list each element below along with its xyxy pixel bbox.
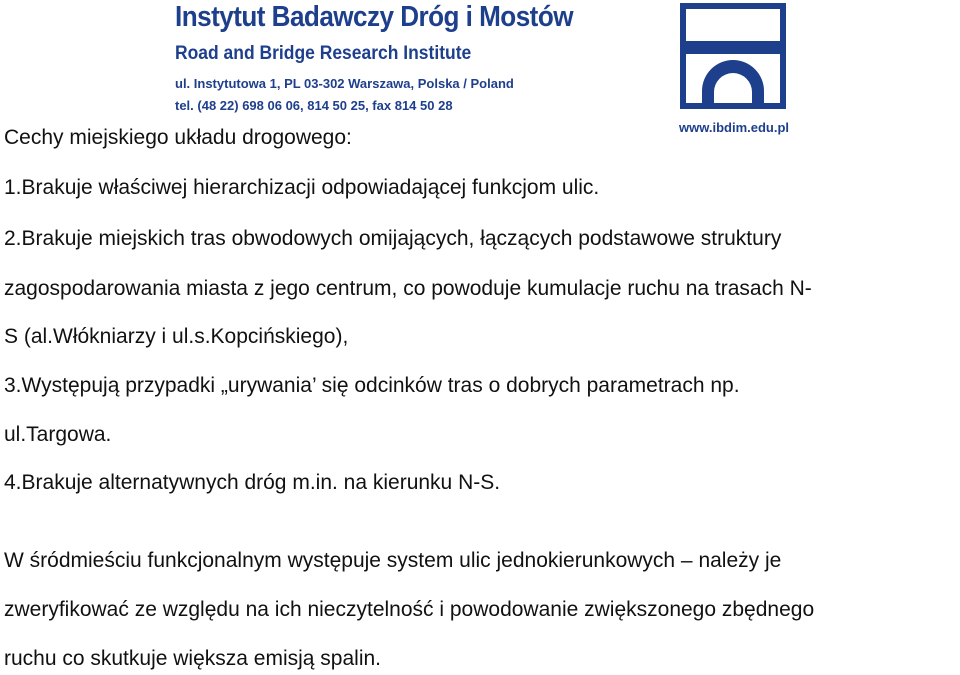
section-heading: Cechy miejskiego układu drogowego: [4, 126, 352, 149]
list-item-continuation: S (al.Włókniarzy i ul.s.Kopcińskiego), [4, 325, 349, 348]
list-item-continuation: zagospodarowania miasta z jego centrum, co powoduje kumulacje ruchu na trasach N- [4, 277, 812, 300]
list-item: 1.Brakuje właściwej hierarchizacji odpowiadającej funkcjom ulic. [4, 176, 600, 199]
ibdim-bridge-logo-icon [680, 3, 786, 109]
paragraph-line: W śródmieściu funkcjonalnym występuje system ulic jednokierunkowych – należy je [4, 549, 782, 572]
list-item-continuation: ul.Targowa. [4, 423, 112, 446]
list-item: 2.Brakuje miejskich tras obwodowych omijających, łączących podstawowe struktury [4, 227, 782, 250]
institute-address: ul. Instytutowa 1, PL 03-302 Warszawa, Polska / Poland [175, 76, 514, 91]
institute-name-polish: Instytut Badawczy Dróg i Mostów [175, 1, 573, 33]
website-url: www.ibdim.edu.pl [679, 120, 790, 135]
institute-phone-fax: tel. (48 22) 698 06 06, 814 50 25, fax 814 50 28 [175, 98, 453, 113]
list-item: 4.Brakuje alternatywnych dróg m.in. na kierunku N-S. [4, 471, 501, 494]
institute-name-english: Road and Bridge Research Institute [175, 43, 472, 64]
list-item: 3.Występują przypadki „urywania’ się odcinków tras o dobrych parametrach np. [4, 374, 740, 397]
paragraph-line: zweryfikować ze względu na ich nieczytelność i powodowanie zwiększonego zbędnego [4, 598, 815, 621]
paragraph-line: ruchu co skutkuje większa emisją spalin. [4, 647, 381, 670]
